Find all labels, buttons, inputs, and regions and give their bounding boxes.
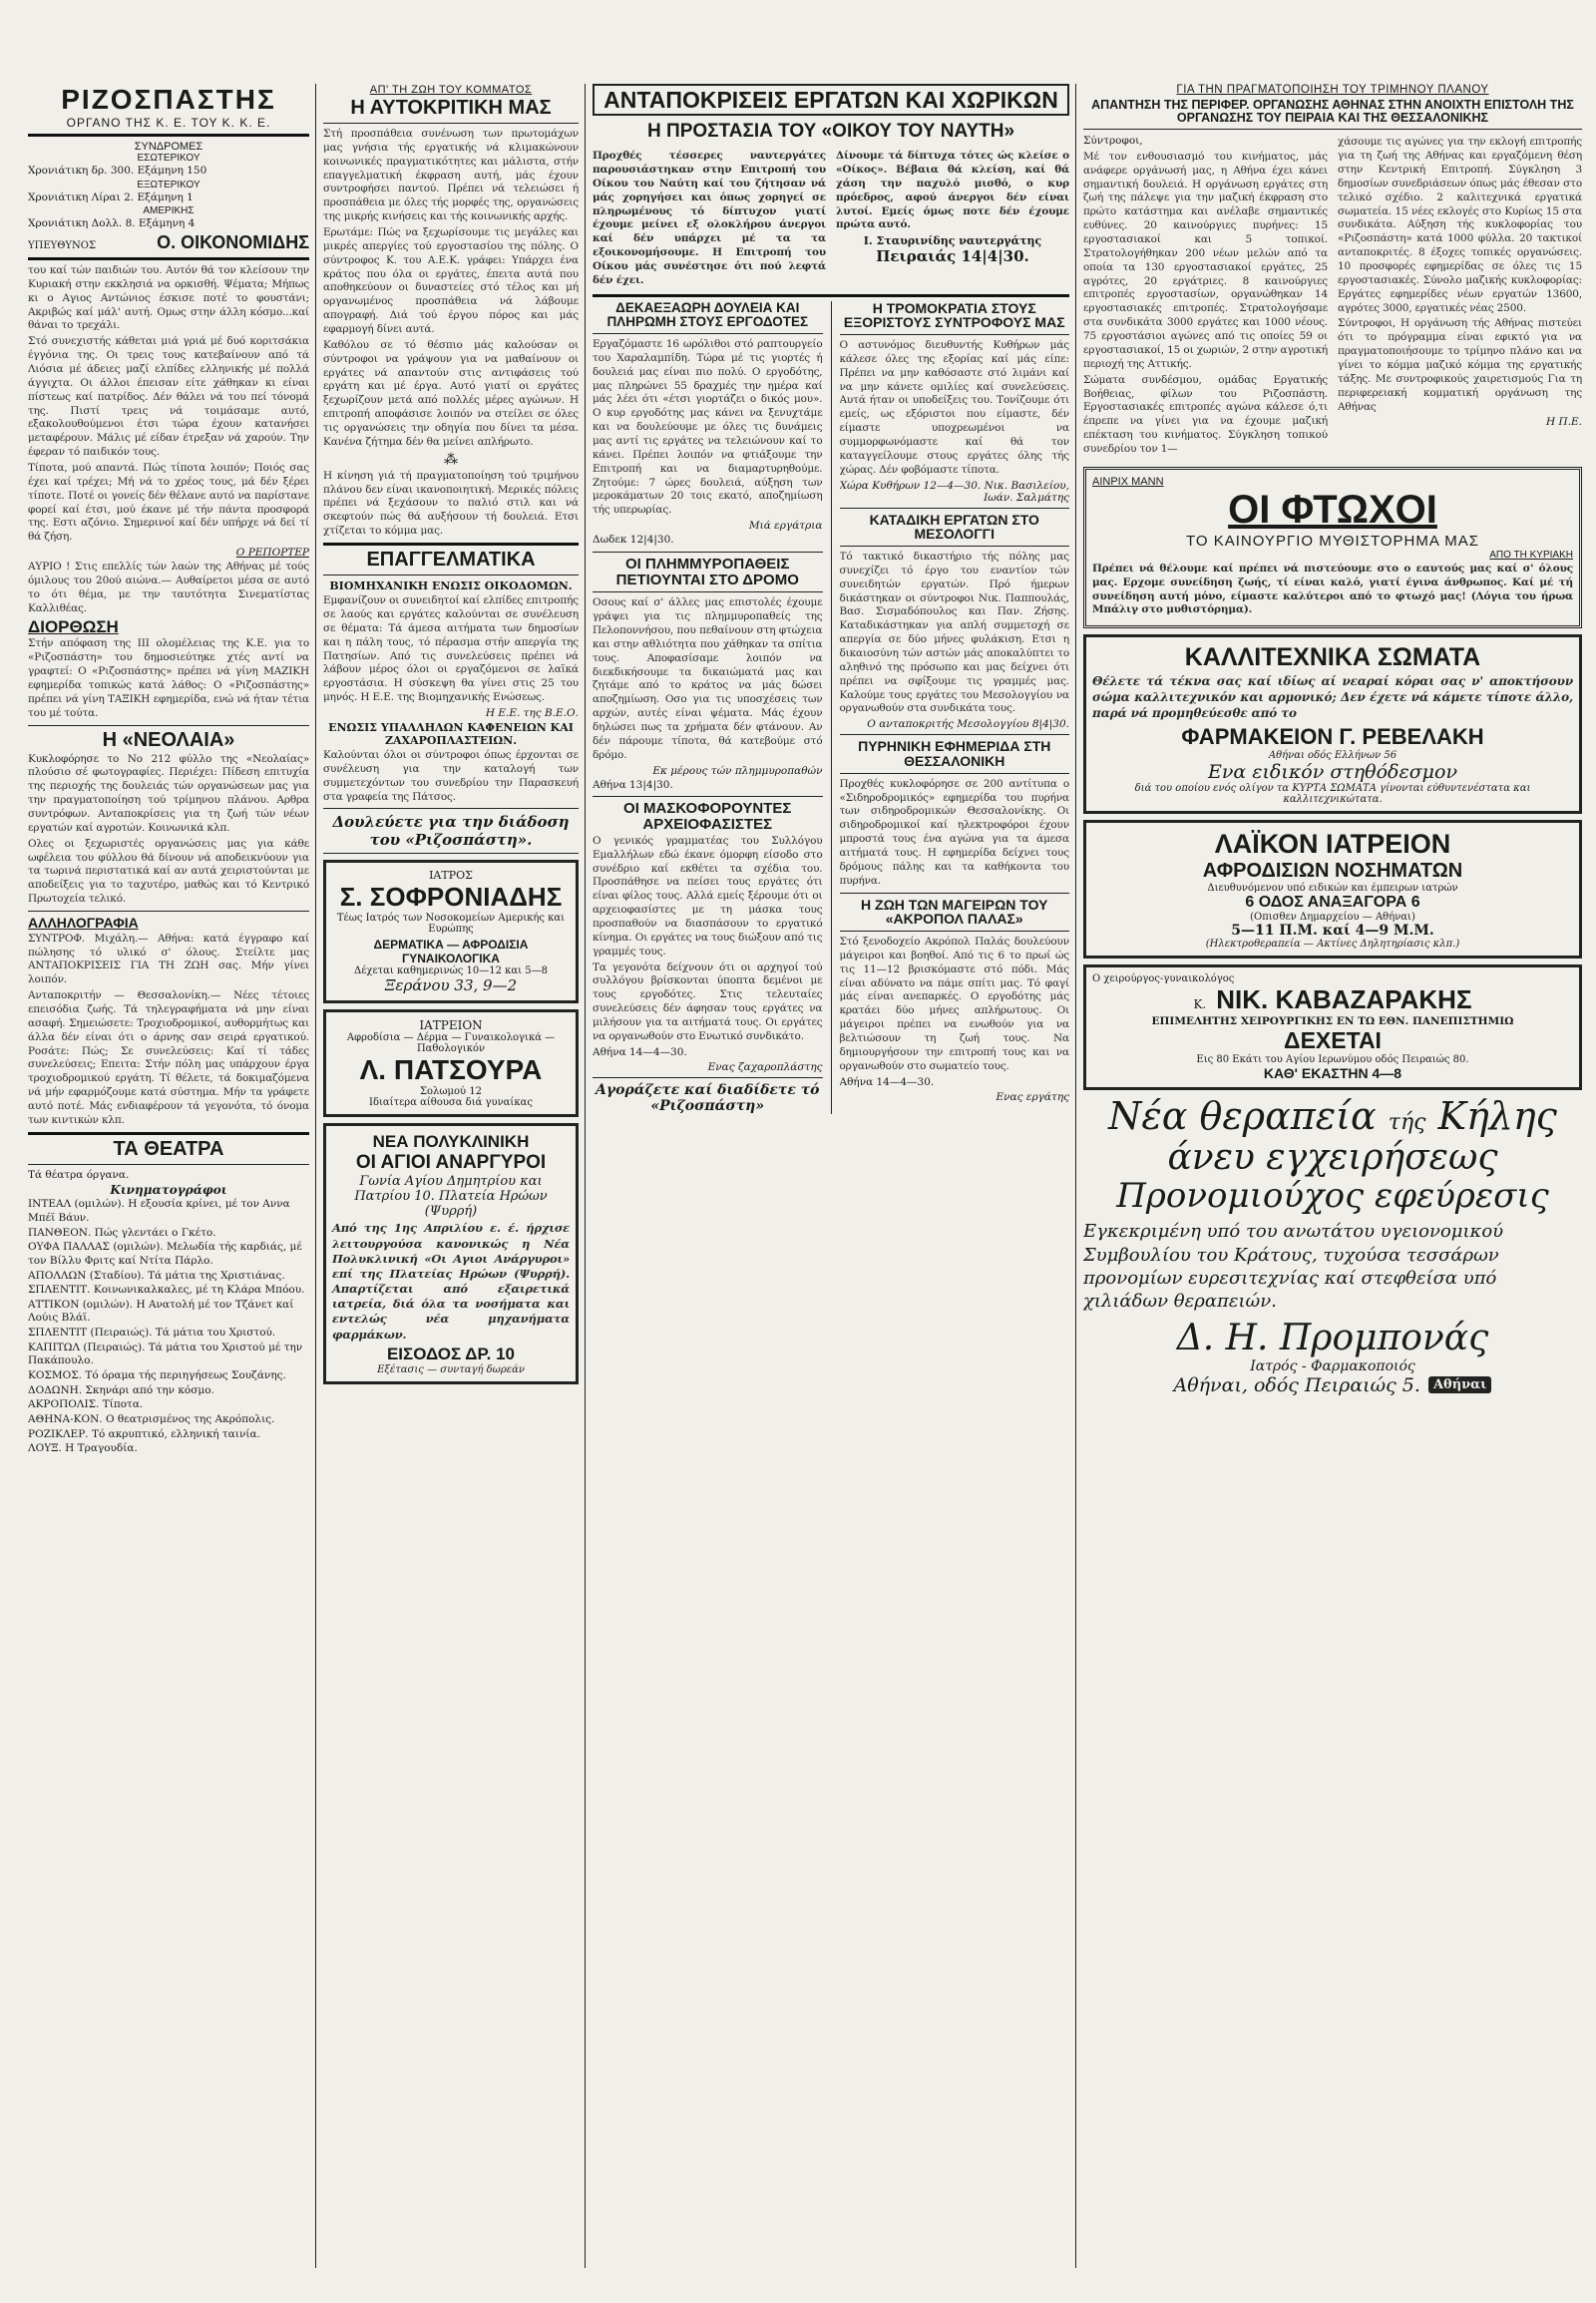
story-title: ΚΑΤΑΔΙΚΗ ΕΡΓΑΤΩΝ ΣΤΟ ΜΕΣΟΛΟΓΓΙ bbox=[869, 511, 1039, 543]
story-date: Πειραιάς 14|4|30. bbox=[876, 247, 1029, 266]
column-text: Τίποτα, μού απαντά. Πώς τίποτα λοιπόν; Ποιός σας έχει καί τρέχει; Μή νά το χρέος τους, μά δέν ξέρει τίποτε. Ποτέ οι γονείς δέν θέλανε αυτό να παρίστανε φορεί καί έτσι, μού έκανε μέ τήν πάντα προσφορά της. Εστι αζόνιο. Σημερινοί καί δέν υπήρχε νά δεί τί θά ζήση. bbox=[28, 461, 309, 544]
ad-specialty: ΔΕΡΜΑΤΙΚΑ — ΑΦΡΟΔΙΣΙΑ ΓΥΝΑΙΚΟΛΟΓΙΚΑ bbox=[373, 938, 529, 966]
neolaia-title: Η «ΝΕΟΛΑΙΑ» bbox=[102, 728, 235, 751]
headline-self-criticism: Η ΑΥΤΟΚΡΙΤΙΚΗ ΜΑΣ bbox=[350, 97, 552, 119]
cinema-listing: ΟΥΦΑ ΠΑΛΛΑΣ (ομιλών). Μελωδία τής καρδιάς, μέ τον Βίλλυ Φριτς καί Ντίτα Πάρλο. bbox=[28, 1241, 302, 1267]
article-text: Στή προσπάθεια συνένωση των πρωτομάχων μας γνήσια τής εργατικής νά κλιμακώνουν κοινωνικές πραγματικότητες και μάλιστα, στήν επαγγελματική έκφραση αυτή, μάς έχουν συντροφήσει παντού. Πρέπει νά τελειώσει ή προσπάθεια με όλες τής μορφές της, οργανώσεις της μικρής κινήσεις και τής κοινωνικής αρχής. bbox=[323, 128, 579, 223]
ad-hours: Δέχεται καθημερινώς 10—12 και 5—8 bbox=[354, 965, 548, 977]
ad-product: Ενα ειδικόν στηθόδεσμον bbox=[1208, 760, 1457, 783]
banner-correspondence: ΑΝΤΑΠΟΚΡΙΣΕΙΣ ΕΡΓΑΤΩΝ ΚΑΙ ΧΩΡΙΚΩΝ bbox=[593, 84, 1069, 116]
ad-doc-name-row bbox=[1092, 984, 1573, 1015]
article-text: χάσουμε τις αγώνες για την εκλογή επιτροπής για τη ζωή της Αθήνας και εργαζόμενη θέση στην Κεντρική Επιτροπή. Σύγκληση 3 δημοσίων συνεδριάσεων όπως μάς έθεσαν στο τελικό σχέδιο. 2 καλιτεχνικά εργατικά σωματεία. 15 νέες εκλογές στο Κυρίως 15 στα συνδικάτα. Αύξηση τής κυκλοφορίας του «Ριζοσπάστη» κατά 1000 φύλλα. 20 τακτικοί ανταποκριτές. 8 έξοχες τοπικές οργανώσεις. 10 προσφορές εφημερίδας σε όλες τις 15 εργοστασιακές. Σύνολο μαζικής κυκλοφορίας: Εργάτες εφημερίδες νέων εργατών 13600, αγρότες 3000, εργατικές νέας 2500. bbox=[1338, 136, 1582, 314]
prof-notice-text: Καλούνται όλοι οι σύντροφοι όπως έρχονται σε συνέλευση για την καταλογή των συμμετεχόντων του συνεδρίου την Παρασκευή στα γραφεία της Πάτσος. bbox=[323, 748, 579, 803]
signature: Η Π.Ε. bbox=[1546, 416, 1582, 429]
column-1 bbox=[28, 84, 309, 2268]
story-title: ΟΙ ΜΑΣΚΟΦΟΡΟΥΝΤΕΣ ΑΡΧΕΙΟΦΑΣΙΣΤΕΣ bbox=[623, 800, 792, 834]
subs-foreign: ΕΞΩΤΕΡΙΚΟΥ bbox=[137, 179, 200, 191]
novel-quote: Πρέπει νά θέλουμε καί πρέπει νά πιστεύουμε στο ο εαυτούς μας καί σ' όλους μας. Ερχομε συνείδηση ζωής, τί είναι καλό, γιατί έγινα άνθρωπος. Καί μέ τή συνείδηση αυτή μόνο, είμαστε καλύτεροι από το φτωχό μας! (Λόγια του ήρωα Μπάλιγ στο μυθιστόρημα). bbox=[1092, 562, 1573, 616]
ad-sub: Τέως Ιατρός των Νοσοκομείων Αμερικής και Ευρώπης bbox=[336, 913, 566, 936]
ad-hours: ΚΑΘ' ΕΚΑΣΤΗΝ 4—8 bbox=[1263, 1064, 1402, 1081]
cinema-list bbox=[28, 1198, 309, 1456]
story-1 bbox=[593, 148, 1069, 290]
novel-title: ΟΙ ΦΤΩΧΟΙ bbox=[1228, 487, 1437, 532]
ad-label: Ο χειρούργος-γυναικολόγος bbox=[1092, 972, 1235, 984]
ad-sub: ΕΠΙΜΕΛΗΤΗΣ ΧΕΙΡΟΥΡΓΙΚΗΣ ΕΝ ΤΩ ΕΘΝ. ΠΑΝΕΠΙΣΤΗΜΙΩ bbox=[1151, 1014, 1514, 1027]
column-2 bbox=[323, 84, 579, 2268]
big-ad-line-1-a: Νέα θεραπεία bbox=[1108, 1093, 1377, 1138]
cinema-listing: ΣΠΛΕΝΤΙΤ (Πειραιώς). Τά μάτια του Χριστού. bbox=[28, 1327, 276, 1340]
neolaia-text: Κυκλοφόρησε το Νο 212 φύλλο της «Νεολαίας» πλούσιο σέ φωτογραφίες. Περιέχει: Πίδεση επιτυχία της περιοχής της δουλειάς τών οργανώσεων μας για την πραγματοποίηση τού τρίμηνου πλάνου. Αρθρα συντρόφων. Ανταποκρίσεις για τη ζωή τών νέων εργατών καί αγροτών. Κοινωνικά κλπ. bbox=[28, 752, 309, 834]
article-text: Σώματα συνδέσμου, ομάδας Εργατικής Βοήθειας, φίλων του Ριζοσπάστη. Εργοστασιακές επιτροπές αγώνα κάλεσε ό,τι έπρεπε να γίνει για να έχουμε μαζική επέκταση του κινήματος. Σύγκληση τοπικού συνεδρίου τον 1— bbox=[1083, 373, 1328, 455]
story-title: ΔΕΚΑΕΞΑΩΡΗ ΔΟΥΛΕΙΑ ΚΑΙ ΠΛΗΡΩΜΗ ΣΤΟΥΣ ΕΡΓΟΔΟΤΕΣ bbox=[606, 300, 809, 329]
subs-line: Χρονιάτικη Λίραι 2. Εξάμηνη 1 bbox=[28, 191, 194, 203]
call-to-buy: Αγοράζετε καί διαδίδετε τό «Ριζοσπάστη» bbox=[596, 1082, 820, 1115]
ad-sub: ΑΦΡΟΔΙΣΙΩΝ ΝΟΣΗΜΑΤΩΝ bbox=[1202, 859, 1463, 882]
prof-notice-sig: Η Ε.Ε. της Β.Ε.Ο. bbox=[485, 706, 579, 719]
ad-text: διά του οποίου ενός ολίγον τα ΚΥΡΤΑ ΣΩΜΑΤΑ γίνονται εύθυντενέστατα και καλλιτεχνικώτατα. bbox=[1134, 782, 1531, 805]
subs-domestic: ΕΣΩΤΕΡΙΚΟΥ bbox=[137, 153, 200, 164]
ad-doctor-name: Σ. ΣΟΦΡΟΝΙΑΔΗΣ bbox=[339, 882, 563, 913]
ad-free: Εξέτασις — συνταγή δωρεάν bbox=[377, 1363, 525, 1375]
cinema-listing: ΣΠΛΕΝΤΙΤ. Κοινωνικαλκαλες, μέ τη Κλάρα Μπόου. bbox=[28, 1284, 305, 1297]
response-text bbox=[1083, 134, 1582, 459]
story-text: Τα γεγονότα δείχνουν ότι οι αρχηγοί τού συλλόγου βρίσκονται ύποπτα δεμένοι με τους εργοδότες. Στις τελευταίες συνελεύσεις δέν άφησαν τους εργάτες να μιλήσουν για τα αιτήματά τους. Οι εργάτες να οργανωθούν στο Ενωτικό συνδικάτο. bbox=[593, 960, 823, 1042]
ad-kavazarakis bbox=[1083, 964, 1582, 1090]
theatre-note: Τά θέατρα όργανα. bbox=[28, 1168, 130, 1181]
subcolumn-left bbox=[593, 301, 823, 1115]
ad-artistic-bodies bbox=[1083, 634, 1582, 813]
ad-address: Αθήναι οδός Ελλήνων 56 bbox=[1268, 749, 1397, 761]
ad-specialty: Αφροδίσια — Δέρμα — Γυναικολογικά — Παθολογικόν bbox=[346, 1032, 556, 1055]
ad-label: ΙΑΤΡΟΣ bbox=[429, 869, 473, 883]
column-text: Στό συνεχιστής κάθεται μιά γριά μέ δυό κοριτσάκια έγγόνια της. Οι τρεις τους κατεβαίνουν από τά Λιόσια μέ άδειες μαζί ελπίδες ελληνικής μέ πολλά άγγιχτα. Οι άλλοι έπεισαν είτε χάθηκαν κι είναι πίστεως καί πατρίδος. Δέν θάλει νά του πεί τόνομά της. Πιστί τρεις νά τοιμάσαμε αυτό, εξακολουθούμενοι έτσι τώρα έχουν κατανήσει μεταφέρουν. Μάλις μέ είδαν έτρεξαν νά χαρούν. Την έφεραν τό παιδικόν τους. bbox=[28, 335, 309, 459]
organ-subtitle: ΟΡΓΑΝΟ ΤΗΣ Κ. Ε. ΤΟΥ Κ. Κ. Ε. bbox=[66, 116, 271, 130]
story-sig: Ο ανταποκριτής Μεσολογγίου 8|4|30. bbox=[867, 718, 1069, 731]
kicker: ΑΠ' ΤΗ ΖΩΗ ΤΟΥ ΚΟΜΜΑΤΟΣ bbox=[369, 84, 533, 96]
ad-title: ΝΕΑ ΠΟΛΥΚΛΙΝΙΚΗ bbox=[372, 1132, 530, 1152]
story-date: Αθήνα 14—4—30. bbox=[593, 1045, 687, 1058]
ad-receives: ΔΕΧΕΤΑΙ bbox=[1284, 1026, 1382, 1053]
article-text: Μέ τον ενθουσιασμό του κινήματος, μάς ανάφερε οργάνωσή μας, η Αθήνα έχει κάνει σημαντική δουλειά. Η οργάνωση εργάτες στη ζωή της πάλεψε για την μαζική έκφραση στο πρώτο κατάστημα και ανέλαβε σημαντικές ευθύνες. 20 καινούργιες πυρήνες: 15 εργοστασιακοί και 5 τοπικοί. Στρατολογήθηκαν 200 νέων μελών από τα οποία τα 130 εργοστασιακοί εργάτες, 25 αγρότες, 20 εργάτριες. 8 καινούργιες επιτροπές εργοστασίων, οργανώθηκαν 14 εργοστασιακές επιτροπές. Στρατολογήσαμε στα συνδικάτα 3000 εργάτες και 1000 νέους. 75 εργοστάσιοι αγώνες από τις οποίες 59 οι εργοστασιακοί, 15 οι χωριών, 2 στην αγροτική περιοχή της Αττικής. bbox=[1083, 150, 1328, 370]
correction-text: Στήν απόφαση της ΙΙΙ ολομέλειας της Κ.Ε. για το «Ριζοσπάστη» του δημοσιεύτηκε χτές αντί να γραφτεί: Ο «Ριζοσπάστης» πρέπει νά γίνη ΜΑΖΙΚΗ εφημερίδα τοπικώς κατά λάθος: Ο «Ριζοσπάστης» πρέπει νά γίνη ΤΑΞΙΚΗ εφημερίδα, ενώ νά ήταν τέτια του μέ τούτα. bbox=[28, 637, 309, 719]
article-text: Καθόλου σε τό θέσπιο μάς καλούσαν οι σύντροφοι να γράψουν για να μαθαίνουν οι εργάτες νά απαντούν στις αντιφάσεις τού εργάτη και μέ έργα. Αυτό γιατί οι εργάτες ξεχωρίζουν μετά από πολλές μέρες αγώνων. Η επιτροπή αποφάσισε λοιπόν να στείλει σε όλες τις οργανώσεις την οδηγία που δίνει τα μέσα. Κανένα ζήτημα δέν θα μείνει απλήρωτο. bbox=[323, 338, 579, 448]
ad-pharmacy: ΦΑΡΜΑΚΕΙΟΝ Γ. ΡΕΒΕΛΑΚΗ bbox=[1181, 723, 1484, 749]
cinema-listing: ΑΚΡΟΠΟΛΙΣ. Τίποτα. bbox=[28, 1398, 144, 1411]
cinema-listing: ΑΘΗΝΑ-ΚΟΝ. Ο θεατρισμένος της Ακρόπολις. bbox=[28, 1412, 275, 1425]
neolaia-text: Ολες οι ξεχωριστές οργανώσεις μας για κάθε ωφέλεια του φύλλου θά δίνουν νά αποδεικνύουν για τα τωρινά περιστατικά καί αν αυτά χειριστούνται με αποδείξεις για το ταχυτέρο, μαθώς και τό Κεντρικό Πρωτοχεία τελικό. bbox=[28, 837, 309, 906]
subcolumn-right bbox=[840, 301, 1070, 1115]
novel-from: ΑΠΟ ΤΗ ΚΥΡΙΑΚΗ bbox=[1489, 549, 1573, 561]
ad-address: 6 ΟΔΟΣ ΑΝΑΞΑΓΟΡΑ 6 bbox=[1245, 893, 1420, 911]
ad-clinic-name: ΟΙ ΑΓΙΟΙ ΑΝΑΡΓΥΡΟΙ bbox=[355, 1152, 547, 1174]
ad-address: Γωνία Αγίου Δημητρίου και Πατρίου 10. Πλατεία Ηρώων (Ψυρρή) bbox=[354, 1174, 548, 1220]
article-text: Η κίνηση γιά τή πραγματοποίηση τού τριμήνου πλάνου δεν είναι ικανοποιητική. Μερικές πόλεις πρέπει νά ξεχάσουν το παλιό στιλ και νά σκεφτούν πώς θά αυξήσουν τή δουλειά. Ετσι χτίζεται το κόμμα μας. bbox=[323, 469, 579, 538]
cinema-listing: ΙΝΤΕΑΛ (ομιλών). Η εξουσία κρίνει, μέ τον Αννα Μπέϊ Βάυν. bbox=[28, 1198, 290, 1224]
cinema-listing: ΚΑΠΙΤΩΛ (Πειραιώς). Τά μάτια του Χριστού μέ την Πακάπουλο. bbox=[28, 1341, 303, 1367]
editor-line bbox=[28, 232, 309, 253]
correction-title: ΔΙΟΡΘΩΣΗ bbox=[28, 616, 119, 636]
ad-fee: ΕΙΣΟΔΟΣ ΔΡ. 10 bbox=[386, 1343, 516, 1363]
ad-note: (Ηλεκτροθεραπεία — Ακτίνες Δηλητηρίασις κλπ.) bbox=[1205, 938, 1460, 950]
ad-doctor-name: ΝΙΚ. ΚΑΒΑΖΑΡΑΚΗΣ bbox=[1216, 983, 1472, 1014]
story-sig: Ενας εργάτης bbox=[996, 1091, 1069, 1104]
story-text: Δίνουμε τά δίπτυχα τότες ώς κλείσε ο «Οίκος». Βέβαια θά κλείση, καί θά χάση την παχυλό μισθό, ο κυρ πρόεδρος, αφού άνεργοι δέν είναι λυτοί. Εμείς όμως ποτε δέν έχουμε πρώτα αυτό. bbox=[836, 150, 1069, 231]
separator-dots: ⁂ bbox=[444, 451, 458, 468]
byline-reporter: Ο ΡΕΠΟΡΤΕΡ bbox=[235, 547, 309, 560]
cinema-listing: ΠΑΝΘΕΟΝ. Πώς γλεντάει ο Γκέτο. bbox=[28, 1226, 216, 1239]
tomorrow-note: ΑΥΡΙΟ ! Στις επελλίς τών λαών της Αθήνας μέ τούς όμιλους του 20ού αιώνα.— Αυθαίρετοι μέσα σε αυτό το ότι θέμα, με την ταυτότητα Σινεματίστας Καλλιθέας. bbox=[28, 561, 309, 614]
cinema-listing: ΔΟΔΩΝΗ. Σκηνάρι από την κόσμο. bbox=[28, 1383, 214, 1396]
big-ad-stamp: Αθήναι bbox=[1428, 1376, 1492, 1393]
ad-novel-mann bbox=[1083, 467, 1582, 628]
story-text: Τό τακτικό δικαστήριο τής πόλης μας συνεχίζει τό έργο του εναντίον τών συνειδητών εργατών. Πρό ήμερων δικάστηκαν οι σύντροφοι Νικ. Παππουλάς, Βασ. Σισμαδόπουλος και Παν. Ζήσης. Καταδικάστηκαν για απλή συμμετοχή σε απεργία σε δύο μήνες φυλάκιση. Ετσι η δικαιοσύνη τών αστών μάς αποκαλύπτει το αληθινό της πρόσωπο και μας δείχνει ότι πρέπει να σφίξουμε τις γραμμές μας. Καλούμε τους εργάτες του Μεσολογγίου να οργανωθούν στα συνδικάτα τους. bbox=[839, 551, 1069, 715]
ad-hours: 5—11 Π.Μ. καί 4—9 Μ.Μ. bbox=[1231, 922, 1434, 939]
story-columns bbox=[593, 301, 1069, 1115]
ad-patsoura bbox=[323, 1009, 579, 1117]
novel-author: ΑΙΝΡΙΧ ΜΑΝΝ bbox=[1092, 475, 1164, 488]
ad-title: ΚΑΛΛΙΤΕΧΝΙΚΑ ΣΩΜΑΤΑ bbox=[1184, 643, 1481, 672]
big-ad-profession: Ιατρός - Φαρμακοποιός bbox=[1250, 1357, 1415, 1374]
big-ad-line-1-c: Κήλης bbox=[1437, 1093, 1557, 1138]
ad-polyclinic bbox=[323, 1123, 579, 1383]
newspaper-page bbox=[28, 84, 1584, 2268]
big-ad-address-row bbox=[1083, 1374, 1582, 1396]
salute: Σύντροφοι, bbox=[1083, 135, 1143, 148]
novel-sub: ΤΟ ΚΑΙΝΟΥΡΓΙΟ ΜΥΘΙΣΤΟΡΗΜΑ ΜΑΣ bbox=[1186, 532, 1479, 550]
ad-label: ΙΑΤΡΕΙΟΝ bbox=[419, 1018, 483, 1033]
story-sig: Ι. Σταυρινίδης ναυτεργάτης bbox=[863, 234, 1042, 248]
story-title: Η ΖΩΗ ΤΩΝ ΜΑΓΕΙΡΩΝ ΤΟΥ «ΑΚΡΟΠΟΛ ΠΑΛΑΣ» bbox=[861, 896, 1048, 928]
ad-hernia-treatment bbox=[1083, 1093, 1582, 1396]
ad-text: Θέλετε τά τέκνα σας καί ιδίως αί νεαραί κόραι σας ν' αποκτήσουν σώμα καλλιτεχνικόν και αρμονικό; Δεν έχετε νά κάμετε τίποτε άλλο, παρά νά προμηθεύεσθε από το bbox=[1092, 674, 1573, 720]
ad-text: Από της 1ης Απριλίου ε. έ. ήρχισε λειτουργούσα κανονικώς η Νέα Πολυκλινική «Οι Αγιοι Ανάργυροι» επί της Πλατείας Ηρώων (Ψυρρή). Απαρτίζεται από εξαιρετικά ιατρεία, διά όλα τα νοσήματα και εντελώς νέα μηχανήματα φαρμάκων. bbox=[332, 1221, 570, 1342]
story-date: Αθήνα 13|4|30. bbox=[593, 778, 673, 791]
column-3-4 bbox=[593, 84, 1069, 2268]
big-ad-address: Αθήναι, οδός Πειραιώς 5. bbox=[1173, 1373, 1420, 1396]
story-text: Ο γενικός γραμματέας του Συλλόγου Εμαλλήλων εδώ έκανε όμορφη είσοδο στο συνέδριο καί εκθέτει τα σχέδια του. Προσπάθησε να πείσει τους εργάτες ότι είναι φίλος τους. Αλλά εμείς ξέρουμε ότι οι αρχειοφασίστες με τη μάσκα τους προσπαθούν να διασπάσουν το εργατικό κίνημα. Οι εργάτες να τους διώξουν από τις γραμμές τους. bbox=[593, 834, 823, 958]
mail-text: Ανταποκριτήν — Θεσσαλονίκη.— Νέες τέτοιες επεισόδια ζωής. Τά τηλεγραφήματα νά μην είναι ασαφή. Σημειώσετε: Τροχιοδρομικοί, αυθορμήτως και άλλα δέν είναι ότι ο άρνης σαν σειρά εργατικού. Ροσάτε: Πώς; Σε συνελεύσεις: Καί τί τάδες συνελεύσεις; Επειτα: Στήν πόλη μας υπάρχουν έργα τροχιοδρομικού εργάτη. Τί θέλετε, τά δοκιμαζόμενα νά μήν εφαρμόζουμε κατά σύστημα. Μήν τα γράφετε αυτό ποτέ. Μάς ενδιαφέρουν τά γεγονότα, τό όνομα των κιντικών κλπ. bbox=[28, 989, 309, 1126]
story-title: ΠΥΡΗΝΙΚΗ ΕΦΗΜΕΡΙΔΑ ΣΤΗ ΘΕΣΣΑΛΟΝΙΚΗ bbox=[858, 738, 1051, 770]
prof-notice-text: Εμφανίζουν οι συνειδητοί καί ελπίδες επιτροπής σε λαούς και εργάτες καλούνται σε συνέλευση σε θέματα: Τά άμεσα αιτήματα των δημοσίων και η πάλη τους, τό πέρασμα στήν απεργία της Πατησίων. Από τις συνελεύσεις πρέπει νά λάβουν μέρος όλοι οι εργαζόμενοι σε λαϊκά εργοστάσια. Η σύσκεψη θα γίνει στις 25 του μηνός. Η Ε.Ε. της Βιομηχανικής Ενώσεως. bbox=[323, 594, 579, 704]
story-sig: Ενας ζαχαροπλάστης bbox=[707, 1061, 823, 1074]
story-text: Εργαζόμαστε 16 ωρόλιθοι στό ραπτουργείο του Χαραλαμπίδη. Τώρα μέ τις γιορτές ή δουλειά μας είναι πιο πολύ. Ο εργοδότης, μας πληρώνει 55 δραχμές την ημέρα καί μάς λέει ότι «έτσι γιορτάζει ο δικός μου». Ο κυρ εργοδότης μας κάνει να ξενυχτάμε και να δουλεύουμε με όλες τις δυνάμεις μας αντί τις εργάτες να τελειώνουν καί το κάνει. Πρέπει λοιπόν να φτιάξουμε την Επιτροπή και να διαμαρτυρηθούμε. Ζητούμε: 7 ώρες δουλειά, αύξηση των μεροκάματων 20 τοις εκατό, αποζημίωση τής υπερωρίας. bbox=[593, 338, 823, 517]
story-text: Οσους καί σ' άλλες μας επιστολές έχουμε γράψει για τις πλημμυροπαθείς της Πελοποννήσου, που πεθαίνουν στη φτώχεια και στην αθλιότητα που χάθηκαν τα σπίτια τους. Αποφασίσαμε λοιπόν να διεκδικήσουμε τα δικαιώματά μας και ζητάμε από το κράτος να μάς δώσει αποζημίωση. Οσο για τις υποσχέσεις των αρχών, αυτές είναι ψέματα. Μάς έχουν δηλώσει πως τα χρήματα δέν φτάνουν. Αν δέν πάρουμε τίποτα, θά κατεβούμε στό δρόμο. bbox=[593, 596, 823, 761]
call-to-distribute: Δουλεύετε για την διάδοση του «Ριζοσπάστη». bbox=[332, 813, 570, 850]
editor-label: ΥΠΕΥΘΥΝΟΣ bbox=[28, 239, 97, 251]
big-ad-line-3: Προνομιούχος εφεύρεσις bbox=[1116, 1176, 1549, 1217]
story-title: Η ΠΡΟΣΤΑΣΙΑ ΤΟΥ «ΟΙΚΟΥ ΤΟΥ ΝΑΥΤΗ» bbox=[646, 121, 1015, 143]
subs-america: ΑΜΕΡΙΚΗΣ bbox=[143, 205, 195, 217]
story-sig: Χώρα Κυθήρων 12—4—30. Νικ. Βασιλείου, Ιωάν. Σαλμάτης bbox=[839, 479, 1069, 504]
story-title: Η ΤΡΟΜΟΚΡΑΤΙΑ ΣΤΟΥΣ ΕΞΟΡΙΣΤΟΥΣ ΣΥΝΤΡΟΦΟΥΣ ΜΑΣ bbox=[843, 300, 1065, 331]
ad-prefix: Κ. bbox=[1193, 996, 1207, 1011]
subs-line: Χρονιάτικη δρ. 300. Εξάμηνη 150 bbox=[28, 165, 207, 177]
ad-sofroniadis bbox=[323, 860, 579, 1003]
masthead: ΡΙΖΟΣΠΑΣΤΗΣ bbox=[61, 84, 276, 115]
story-title: ΟΙ ΠΛΗΜΜΥΡΟΠΑΘΕΙΣ ΠΕΤΙΟΥΝΤΑΙ ΣΤΟ ΔΡΟΜΟ bbox=[615, 555, 799, 588]
ad-laikon-iatreion bbox=[1083, 820, 1582, 959]
big-ad-line-1-b: τής bbox=[1388, 1109, 1426, 1135]
prof-notice-title: ΒΙΟΜΗΧΑΝΙΚΗ ΕΝΩΣΙΣ ΟΙΚΟΔΟΜΩΝ. bbox=[329, 579, 573, 593]
story-text: Στό ξενοδοχείο Ακρόπολ Παλάς δουλεύουν μάγειροι και βοηθοί. Από τις 6 το πρωί ώς τις 11—12 βρισκόμαστε στό πόδι. Μάς είναι αδύνατο να πάμε σπίτι μας. Τό φαγί μάς είναι ανεπαρκές. Ο εργοδότης μάς κρατάει δύο μήνες απλήρωτους. Οι μάγειροι πρέπει να ενωθούν για να βελτιώσουν τη ζωή τους. Να δημιουργήσουν την επιτροπή τους και να οργανωθούν στο σωματείο τους. bbox=[839, 935, 1069, 1072]
mail-text: ΣΥΝΤΡΟΦ. Μιχάλη.— Αθήνα: κατά έγγραφο καί πώλησης τό υλικό σ' όλους. Στείλτε μας ΑΝΤΑΠΟΚΡΙΣΕΙΣ ΓΙΑ ΤΗ ΖΩΗ σας. Μήν γίνει λοιπόν. bbox=[28, 932, 309, 986]
big-ad-line-2: άνευ εγχειρήσεως bbox=[1167, 1136, 1498, 1178]
cinema-listing: ΑΠΟΛΛΩΝ (Σταδίου). Τά μάτια της Χριστιάνας. bbox=[28, 1269, 285, 1282]
cinema-listing: ΛΟΥΞ. Η Τραγουδία. bbox=[28, 1442, 138, 1455]
article-text: Σύντροφοι, Η οργάνωση τής Αθήνας πιστεύει ότι το πρόγραμμα είναι εφικτό για να πραγματοποιήσουμε το τρίμηνο πλάνο και να γίνει το κόμμα μαζικό κόμμα της εργατικής τάξης. Με συντροφικούς χαιρετισμούς Για τη περιφερειακή κομματική οργάνωση της Αθήνας bbox=[1338, 317, 1582, 413]
kicker: ΓΙΑ ΤΗΝ ΠΡΑΓΜΑΤΟΠΟΙΗΣΗ ΤΟΥ ΤΡΙΜΗΝΟΥ ΠΛΑΝΟΥ bbox=[1176, 84, 1489, 96]
professional-title: ΕΠΑΓΓΕΛΜΑΤΙΚΑ bbox=[366, 549, 536, 572]
story-date: Αθήνα 14—4—30. bbox=[839, 1075, 935, 1088]
ad-title: ΛΑΪΚΟΝ ΙΑΤΡΕΙΟΝ bbox=[1214, 828, 1451, 859]
cinema-listing: ΑΤΤΙΚΟΝ (ομιλών). Η Ανατολή μέ τον Τζάνετ καί Λούις Βλάϊ. bbox=[28, 1298, 294, 1325]
ad-address: (Οπισθεν Δημαρχείου — Αθήναι) bbox=[1250, 911, 1415, 923]
story-text: Προχθές κυκλοφόρησε σε 200 αντίτυπα ο «Σιδηροδρομικός» εφημερίδα του πυρήνα των σιδηροδρομικών Θεσσαλονίκης. Οι σιδηροδρομικοί καί ηλεκτροφόροι έχουν μπροστά τους ένα αγώνα για τα άμεσα αιτήματά τους. Η εφημερίδα δείχνει τους δρόμους πάλης και τα καθήκοντα του πυρήνα. bbox=[839, 777, 1069, 887]
story-text: Προχθές τέσσερες ναυτεργάτες παρουσιάστηκαν στην Επιτροπή του Οίκου του Ναύτη καί του ζήτησαν νά μάς χορηγήσει και όπως χορηγεί σε πληρωμένους τό δίπτυχον γιατί έχουμε μείνει εξ ολοκλήρου άνεργοι καί δέν υπάρχει μέ τα τα εξοικονομήσουμε. Η Επιτροπή του Οίκου μάς συνέστησε ότι πού λεφτά δέν έχει. bbox=[593, 150, 826, 286]
column-text: του καί τών παιδιών του. Αυτόν θά τον κλείσουν την Κυριακή στην εκκλησιά να ορκισθή. Ψέματα; Μήπως κι ο Αγιος Αντώνιος έσκισε ποτέ το φουστάνι; Ακριβώς καί μάλ' αυτή. Ομως στην άλλη κόσμο...καί θάναι το τρεχάλι. bbox=[28, 263, 309, 332]
column-5 bbox=[1083, 84, 1582, 2268]
ad-address: Σολωμού 12 bbox=[419, 1086, 483, 1098]
story-sig: Μιά εργάτρια bbox=[748, 520, 823, 533]
big-ad-name: Δ. Η. Προμπονάς bbox=[1176, 1317, 1489, 1358]
story-text: Ο αστυνόμος διευθυντής Κυθήρων μάς κάλεσε όλες της εξορίας καί μάς είπε: Πρέπει να μην καθόσαστε στό λιμάνι καί να μην κάνετε ομιλίες καί συνελεύσεις. Αυτά ήταν οι υποδείξεις του. Τονίζουμε ότι εμείς, ως εξόριστοι που είμαστε, δέν είμαστε υποχρεωμένοι να συμμορφωνόμαστε καί θά τον καταγγείλουμε στους εργάτες όλης τής χώρας. Δέν φοβόμαστε τίποτα. bbox=[839, 339, 1069, 476]
story-date: Δωδεκ 12|4|30. bbox=[593, 534, 674, 547]
cinema-title: Κινηματογράφοι bbox=[110, 1183, 227, 1198]
article-text: Ερωτάμε: Πώς να ξεχωρίσουμε τις μεγάλες και μικρές απεργίες τού εργοστασίου της πόλης. Ο σύντροφος Κ. του Α.Ε.Κ. γράφει: Υπάρχει ένα κράτος που όλα οι εργάτες, έπειτα αυτά που αποθηκεύουν οι δυναστείες στό τέλος και μή οργανωμένος προσπάθεια νά λάβουμε απογραφή. Διά τού έργου πόρος και μάς εφαρμογή δίνει αυτά. bbox=[323, 226, 579, 336]
prof-notice-title: ΕΝΩΣΙΣ ΥΠΑΛΛΗΛΩΝ ΚΑΦΕΝΕΙΩΝ ΚΑΙ ΖΑΧΑΡΟΠΛΑΣΤΕΙΩΝ. bbox=[328, 720, 574, 747]
cinema-listing: ΚΟΣΜΟΣ. Τό όραμα τής περιηγήσεως Σουζάνης. bbox=[28, 1369, 286, 1382]
subs-line: Χρονιάτικη Δολλ. 8. Εξάμηνη 4 bbox=[28, 217, 196, 230]
story-sig: Εκ μέρους τών πλημμυροπαθών bbox=[652, 764, 823, 777]
ad-address: Εις 80 Εκάτι του Αγίου Ιερωνύμου οδός Πειραιώς 80. bbox=[1196, 1053, 1469, 1065]
ad-text: Διευθυνόμενον υπό ειδικών και έμπειρων ιατρών bbox=[1207, 882, 1458, 894]
mail-title: ΑΛΛΗΛΟΓΡΑΦΙΑ bbox=[28, 915, 139, 931]
ad-doctor-name: Λ. ΠΑΤΣΟΥΡΑ bbox=[359, 1054, 543, 1086]
big-ad-text: Εγκεκριμένη υπό του ανωτάτου υγειονομικού Συμβουλίου του Κράτους, τυχούσα τεσσάρων προνομίων ευρεσιτεχνίας καί στεφθείσα υπό χιλιάδων θεραπειών. bbox=[1083, 1221, 1504, 1313]
subscriptions-title: ΣΥΝΔΡΟΜΕΣ bbox=[134, 141, 203, 153]
ad-note: Ιδιαίτερα αίθουσα διά γυναίκας bbox=[369, 1097, 533, 1109]
headline-response: ΑΠΑΝΤΗΣΗ ΤΗΣ ΠΕΡΙΦΕΡ. ΟΡΓΑΝΩΣΗΣ ΑΘΗΝΑΣ ΣΤΗΝ ΑΝΟΙΧΤΗ ΕΠΙΣΤΟΛΗ ΤΗΣ ΟΡΓΑΝΩΣΗΣ ΤΟΥ ΠΕΙΡΑΙΑ ΚΑΙ ΤΗΣ ΘΕΣΣΑΛΟΝΙΚΗΣ bbox=[1091, 98, 1574, 126]
ad-address: Ξεράνου 33, 9—2 bbox=[384, 976, 518, 995]
theatre-title: ΤΑ ΘΕΑΤΡΑ bbox=[113, 1137, 224, 1160]
big-ad-line-1 bbox=[1083, 1093, 1582, 1138]
editor-name: Ο. ΟΙΚΟΝΟΜΙΔΗΣ bbox=[157, 231, 309, 252]
cinema-listing: ΡΟΖΙΚΛΕΡ. Τό ακρυπτικό, ελληνική ταινία. bbox=[28, 1427, 260, 1440]
